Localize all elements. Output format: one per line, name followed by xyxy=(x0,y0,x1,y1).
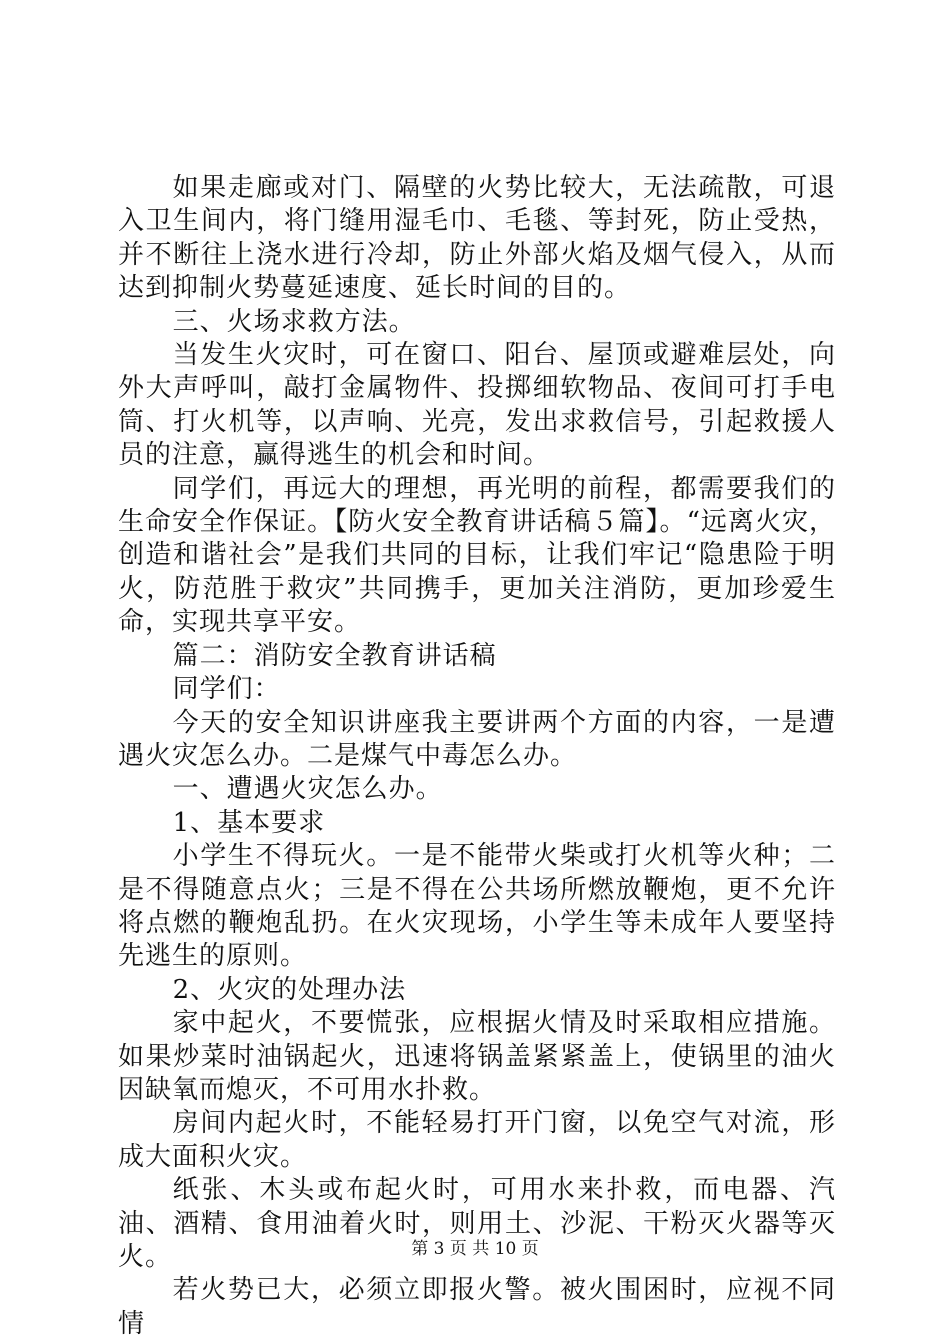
paragraph-no-playing-fire: 小学生不得玩火。一是不能带火柴或打火机等火种；二是不得随意点火；三是不得在公共场所燃放鞭炮，更不允许将点燃的鞭炮乱扔。在火灾现场，小学生等未成年人要坚持先逃生的原则。 xyxy=(118,841,836,972)
heading-fire-handling: 2、火灾的处理办法 xyxy=(172,974,407,1005)
paragraph-kitchen-fire: 家中起火，不要慌张，应根据火情及时采取相应措施。如果炒菜时油锅起火，迅速将锅盖紧紧盖上，使锅里的油火因缺氧而熄灭，不可用水扑救。 xyxy=(118,1008,836,1105)
paragraph-material-fire: 纸张、木头或布起火时，可用水来扑救，而电器、汽油、酒精、食用油着火时，则用土、沙泥、干粉灭火器等灭火。 xyxy=(118,1175,836,1272)
heading-part-two: 篇二：消防安全教育讲话稿 xyxy=(172,640,497,671)
paragraph-lecture-intro: 今天的安全知识讲座我主要讲两个方面的内容，一是遭遇火灾怎么办。二是煤气中毒怎么办。 xyxy=(118,707,836,771)
salutation: 同学们： xyxy=(172,674,281,705)
page-number-footer: 第 3 页 共 10 页 xyxy=(411,1239,539,1259)
body-text xyxy=(118,172,836,1341)
paragraph-room-fire: 房间内起火时，不能轻易打开门窗，以免空气对流，形成大面积火灾。 xyxy=(118,1108,836,1172)
heading-fire-encounter: 一、遭遇火灾怎么办。 xyxy=(172,774,443,805)
heading-basic-requirements: 1、基本要求 xyxy=(172,807,326,838)
heading-rescue-methods: 三、火场求救方法。 xyxy=(172,306,416,337)
paragraph-call-for-help: 当发生火灾时，可在窗口、阳台、屋顶或避难层处，向外大声呼叫，敲打金属物件、投掷细软物品、夜间可打手电筒、打火机等，以声响、光亮，发出求救信号，引起救援人员的注意，赢得逃生的机会和时间。 xyxy=(118,340,836,471)
paragraph-corridor-fire: 如果走廊或对门、隔壁的火势比较大，无法疏散，可退入卫生间内，将门缝用湿毛巾、毛毯、等封死，防止受热，并不断往上浇水进行冷却，防止外部火焰及烟气侵入，从而达到抑制火势蔓延速度、延长时间的目的。 xyxy=(118,173,836,304)
paragraph-report-fire: 若火势已大，必须立即报火警。被火围困时，应视不同情 xyxy=(118,1275,836,1339)
paragraph-closing-remarks: 同学们，再远大的理想，再光明的前程，都需要我们的生命安全作保证。【防火安全教育讲话稿５篇】。“远离火灾，创造和谐社会”是我们共同的目标，让我们牢记“隐患险于明火，防范胜于救灾”共同携手，更加关注消防，更加珍爱生命，实现共享平安。 xyxy=(118,473,836,638)
